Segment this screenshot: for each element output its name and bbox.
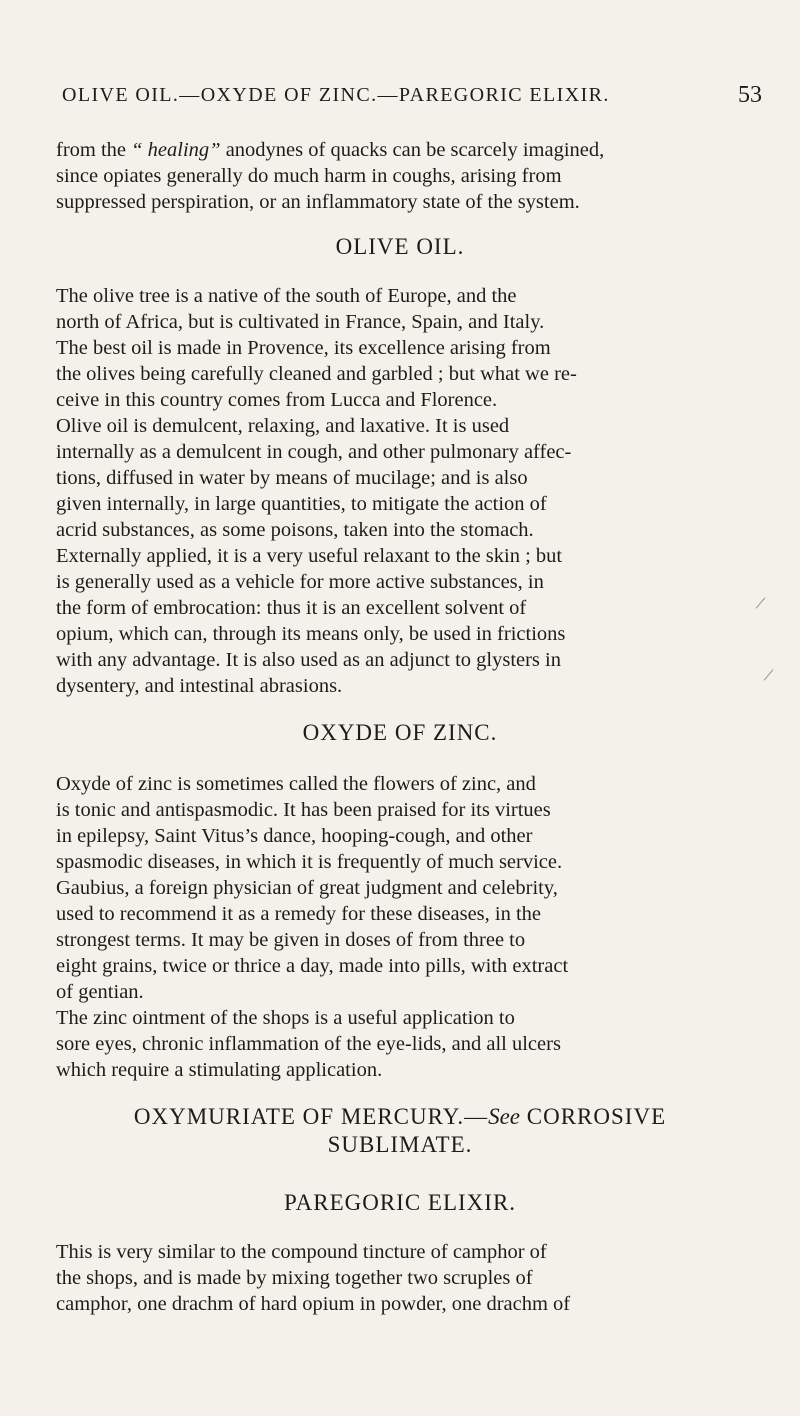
- olive-oil-line: tions, diffused in water by means of mucilage; and is also: [56, 467, 528, 489]
- olive-oil-line: The best oil is made in Provence, its excellence arising from: [56, 337, 551, 359]
- intro-line-1: [56, 136, 604, 164]
- zinc-line: Gaubius, a foreign physician of great judgment and celebrity,: [56, 877, 558, 899]
- zinc-line: Oxyde of zinc is sometimes called the flowers of zinc, and: [56, 773, 536, 795]
- heading-oxymuriate: [0, 1102, 800, 1132]
- margin-speck: [764, 669, 774, 680]
- olive-oil-line: acrid substances, as some poisons, taken into the stomach.: [56, 519, 534, 541]
- olive-oil-line: ceive in this country comes from Lucca and Florence.: [56, 389, 498, 411]
- intro-text-start: from the: [56, 139, 132, 161]
- intro-text-end: anodynes of quacks can be scarcely imagined,: [220, 139, 605, 161]
- olive-oil-line: internally as a demulcent in cough, and other pulmonary affec-: [56, 441, 572, 463]
- zinc-line: spasmodic diseases, in which it is frequently of much service.: [56, 851, 563, 873]
- olive-oil-line: given internally, in large quantities, to mitigate the action of: [56, 493, 547, 515]
- quoted-healing: “ healing”: [131, 139, 221, 161]
- olive-oil-line: with any advantage. It is also used as an adjunct to glysters in: [56, 649, 561, 671]
- zinc-line: eight grains, twice or thrice a day, made into pills, with extract: [56, 955, 569, 977]
- paregoric-line: This is very similar to the compound tincture of camphor of: [56, 1241, 547, 1263]
- oxymuriate-title: OXYMURIATE OF MERCURY.—: [133, 1104, 489, 1129]
- zinc-line: The zinc ointment of the shops is a useful application to: [56, 1007, 515, 1029]
- zinc-line: in epilepsy, Saint Vitus’s dance, hooping-cough, and other: [56, 825, 533, 847]
- paregoric-line: the shops, and is made by mixing together two scruples of: [56, 1267, 533, 1289]
- heading-oxyde-of-zinc: OXYDE OF ZINC.: [302, 720, 498, 745]
- olive-oil-line: the olives being carefully cleaned and garbled ; but what we re-: [56, 363, 577, 385]
- olive-oil-line: opium, which can, through its means only, be used in frictions: [56, 623, 566, 645]
- paregoric-line: camphor, one drachm of hard opium in powder, one drachm of: [56, 1293, 571, 1315]
- zinc-line: strongest terms. It may be given in doses of from three to: [56, 929, 526, 951]
- olive-oil-line: north of Africa, but is cultivated in France, Spain, and Italy.: [56, 311, 545, 333]
- heading-oxymuriate-line-2: SUBLIMATE.: [327, 1132, 473, 1157]
- zinc-line: which require a stimulating application.: [56, 1059, 383, 1081]
- zinc-line: sore eyes, chronic inflammation of the eye-lids, and all ulcers: [56, 1033, 561, 1055]
- zinc-line: used to recommend it as a remedy for these diseases, in the: [56, 903, 542, 925]
- heading-paregoric-elixir: PAREGORIC ELIXIR.: [283, 1190, 517, 1215]
- olive-oil-line: is generally used as a vehicle for more active substances, in: [56, 571, 544, 593]
- intro-line-3: suppressed perspiration, or an inflammatory state of the system.: [56, 191, 580, 213]
- olive-oil-line: Olive oil is demulcent, relaxing, and laxative. It is used: [56, 415, 510, 437]
- page-number: 53: [738, 82, 762, 108]
- olive-oil-line: The olive tree is a native of the south of Europe, and the: [56, 285, 517, 307]
- zinc-line: of gentian.: [56, 981, 144, 1003]
- margin-speck: [756, 597, 766, 608]
- olive-oil-line: the form of embrocation: thus it is an excellent solvent of: [56, 597, 527, 619]
- running-title: OLIVE OIL.—OXYDE OF ZINC.—PAREGORIC ELIXIR.: [62, 84, 610, 106]
- olive-oil-line: dysentery, and intestinal abrasions.: [56, 675, 343, 697]
- oxymuriate-crossref: CORROSIVE: [520, 1104, 667, 1129]
- see-reference: See: [488, 1104, 521, 1129]
- intro-line-2: since opiates generally do much harm in coughs, arising from: [56, 165, 562, 187]
- running-head: [62, 82, 762, 120]
- heading-olive-oil: OLIVE OIL.: [335, 234, 465, 259]
- olive-oil-line: Externally applied, it is a very useful relaxant to the skin ; but: [56, 545, 563, 567]
- zinc-line: is tonic and antispasmodic. It has been praised for its virtues: [56, 799, 551, 821]
